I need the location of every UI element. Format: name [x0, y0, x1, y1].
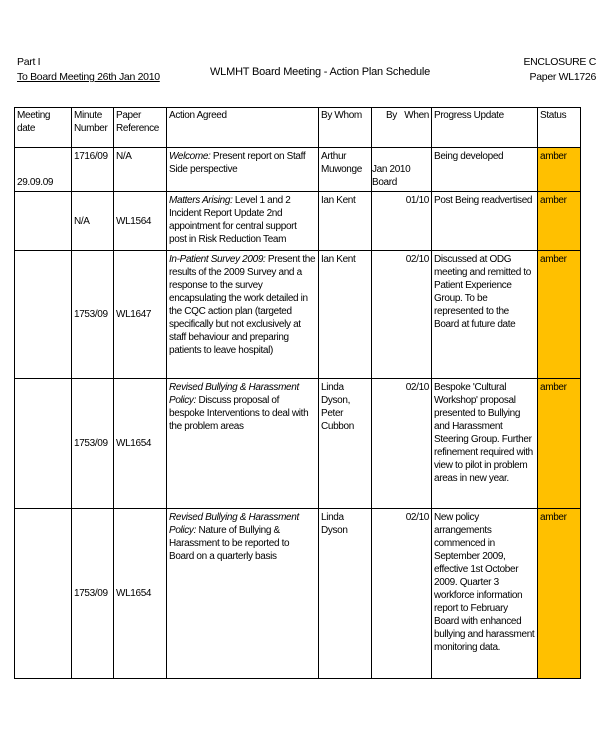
status-badge: amber [538, 379, 581, 509]
minute-cell: 1753/09 [72, 251, 114, 379]
col-when-label: When [404, 110, 429, 121]
minute-cell: 1716/09 [72, 148, 114, 192]
action-title: Welcome: [169, 151, 211, 162]
meeting-date-cell [15, 192, 72, 251]
minute-cell: N/A [72, 192, 114, 251]
col-progress-update: Progress Update [432, 108, 538, 148]
when-cell: 02/10 [372, 379, 432, 509]
meeting-date-cell [15, 509, 72, 679]
paper-cell: N/A [114, 148, 167, 192]
paper-cell: WL1647 [114, 251, 167, 379]
table-row [15, 148, 581, 192]
when-cell: 02/10 [372, 509, 432, 679]
table-row [15, 251, 581, 379]
action-cell [167, 251, 319, 379]
by-whom-cell: Ian Kent [319, 192, 372, 251]
action-cell [167, 148, 319, 192]
action-text: Present the results of the 2009 Survey and a response to the survey encapsulating the work detailed in the CQC action plan (targeted specifically but not exclusively at staff behaviour and preparing patients to leave hospital) [169, 254, 316, 356]
status-badge: amber [538, 251, 581, 379]
action-title: Revised Bullying & Harassment Policy: [169, 382, 299, 406]
paper-cell: WL1564 [114, 192, 167, 251]
minute-cell: 1753/09 [72, 509, 114, 679]
meeting-date-cell [15, 148, 72, 192]
progress-cell: Discussed at ODG meeting and remitted to Patient Experience Group. To be represented to the Board at future date [432, 251, 538, 379]
progress-cell: Post Being readvertised [432, 192, 538, 251]
paper-cell: WL1654 [114, 509, 167, 679]
action-text: Present report on Staff Side perspective [169, 151, 306, 175]
enclosure-label: ENCLOSURE C [523, 56, 596, 68]
progress-cell: Being developed [432, 148, 538, 192]
action-cell [167, 379, 319, 509]
when-cell: 02/10 [372, 251, 432, 379]
table-row [15, 192, 581, 251]
action-title: Matters Arising: [169, 195, 233, 206]
col-paper-reference: Paper Reference [114, 108, 167, 148]
page-title: WLMHT Board Meeting - Action Plan Schedule [210, 66, 431, 78]
progress-cell: Bespoke 'Cultural Workshop' proposal presented to Bullying and Harassment Steering Group. Further refinement required with view to pilot in problem areas in new year. [432, 379, 538, 509]
table-row [15, 379, 581, 509]
status-badge: amber [538, 192, 581, 251]
action-text: Discuss proposal of bespoke Interventions to deal with the problem areas [169, 395, 309, 432]
status-badge: amber [538, 509, 581, 679]
meeting-label: To Board Meeting 26th Jan 2010 [17, 71, 160, 83]
action-text: Level 1 and 2 Incident Report Update 2nd appointment for central support post in Risk Reduction Team [169, 195, 297, 245]
col-status: Status [538, 108, 581, 148]
meeting-date-cell [15, 379, 72, 509]
part-label: Part I [17, 56, 41, 68]
action-plan-table [14, 107, 581, 679]
table-row [15, 509, 581, 679]
paper-number-label: Paper WL1726 [529, 71, 596, 83]
status-badge: amber [538, 148, 581, 192]
table-header-row [15, 108, 581, 148]
action-cell [167, 192, 319, 251]
col-meeting-date: Meeting date [15, 108, 72, 148]
col-by-label: By [385, 110, 397, 121]
when-value: Jan 2010 Board [372, 164, 411, 188]
meeting-date: 29.09.09 [17, 177, 54, 188]
minute-cell: 1753/09 [72, 379, 114, 509]
by-whom-cell: Ian Kent [319, 251, 372, 379]
paper-cell: WL1654 [114, 379, 167, 509]
when-cell [372, 148, 432, 192]
action-title: Revised Bullying & Harassment Policy: [169, 512, 299, 536]
when-cell: 01/10 [372, 192, 432, 251]
col-minute-number: Minute Number [72, 108, 114, 148]
meeting-date-cell [15, 251, 72, 379]
col-action-agreed: Action Agreed [167, 108, 319, 148]
col-by-whom: By Whom [319, 108, 372, 148]
by-whom-cell: Linda Dyson [319, 509, 372, 679]
col-by-when [372, 108, 432, 148]
by-whom-cell: Linda Dyson, Peter Cubbon [319, 379, 372, 509]
progress-cell: New policy arrangements commenced in September 2009, effective 1st October 2009. Quarter 3 workforce information report to February Board with enhanced bullying and harassment monitoring data. [432, 509, 538, 679]
action-title: In-Patient Survey 2009: [169, 254, 266, 265]
action-text: Nature of Bullying & Harassment to be reported to Board on a quarterly basis [169, 525, 290, 562]
action-cell [167, 509, 319, 679]
by-whom-cell: Arthur Muwonge [319, 148, 372, 192]
